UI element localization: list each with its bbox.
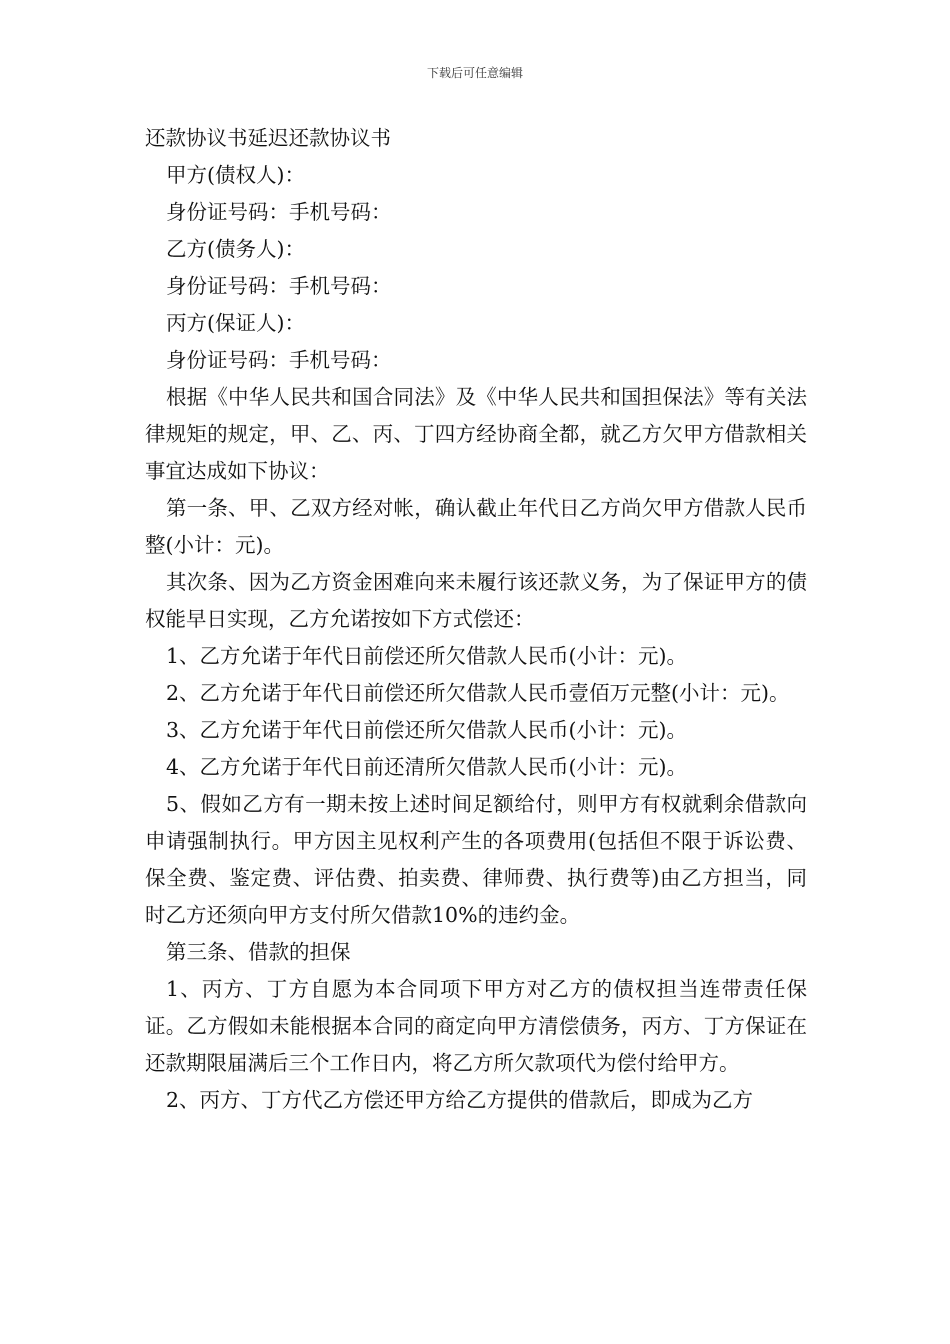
page-header: 下载后可任意编辑	[426, 66, 523, 80]
paragraph: 其次条、因为乙方资金困难向来未履行该还款义务，为了保证甲方的债权能早日实现，乙方允诺按如下方式偿还：	[145, 570, 807, 631]
list-item: 2、丙方、丁方代乙方偿还甲方给乙方提供的借款后，即成为乙方	[166, 1088, 754, 1112]
document-title: 还款协议书延迟还款协议书	[145, 126, 391, 150]
paragraph: 第一条、甲、乙双方经对帐，确认截止年代日乙方尚欠甲方借款人民币整(小计：元)。	[145, 496, 807, 557]
paragraph: 身份证号码：手机号码：	[166, 274, 392, 298]
list-item: 5、假如乙方有一期未按上述时间足额给付，则甲方有权就剩余借款向申请强制执行。甲方因主见权利产生的各项费用(包括但不限于诉讼费、保全费、鉴定费、评估费、拍卖费、律师费、执行费等)由乙方担当，同时乙方还须向甲方支付所欠借款10%的违约金。	[145, 792, 807, 927]
list-item: 4、乙方允诺于年代日前还清所欠借款人民币(小计：元)。	[166, 755, 688, 779]
paragraph: 丙方(保证人)：	[166, 311, 305, 335]
paragraph: 身份证号码：手机号码：	[166, 348, 392, 372]
list-item: 2、乙方允诺于年代日前偿还所欠借款人民币壹佰万元整(小计：元)。	[166, 681, 790, 705]
paragraph: 甲方(债权人)：	[166, 163, 305, 187]
paragraph: 乙方(债务人)：	[166, 237, 305, 261]
section-heading: 第三条、借款的担保	[166, 940, 351, 964]
list-item: 3、乙方允诺于年代日前偿还所欠借款人民币(小计：元)。	[166, 718, 688, 742]
paragraph: 根据《中华人民共和国合同法》及《中华人民共和国担保法》等有关法律规矩的规定，甲、乙、丙、丁四方经协商全都，就乙方欠甲方借款相关事宜达成如下协议：	[145, 385, 807, 483]
list-item: 1、乙方允诺于年代日前偿还所欠借款人民币(小计：元)。	[166, 644, 688, 668]
paragraph: 身份证号码：手机号码：	[166, 200, 392, 224]
list-item: 1、丙方、丁方自愿为本合同项下甲方对乙方的债权担当连带责任保证。乙方假如未能根据本合同的商定向甲方清偿债务，丙方、丁方保证在还款期限届满后三个工作日内，将乙方所欠款项代为偿付给甲方。	[145, 977, 807, 1075]
document-body	[145, 120, 807, 1119]
